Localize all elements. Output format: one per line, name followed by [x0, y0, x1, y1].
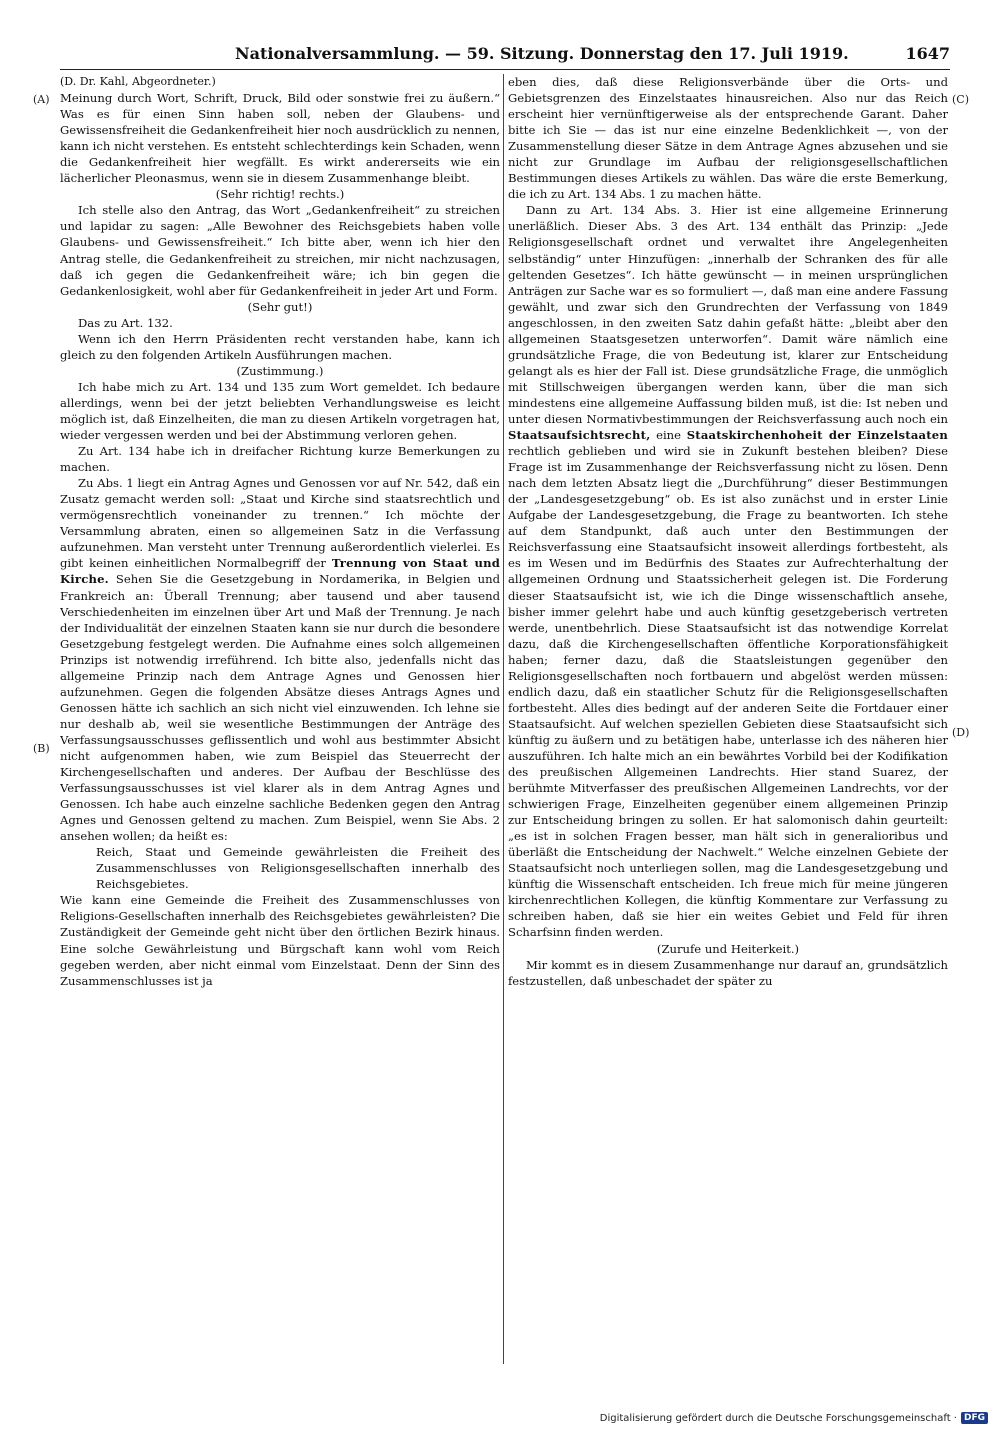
- header-rule: [60, 69, 950, 70]
- dfg-logo: DFG: [961, 1412, 988, 1424]
- paragraph: Zu Art. 134 habe ich in dreifacher Richtung kurze Bemerkungen zu machen.: [60, 444, 500, 475]
- paragraph: Wenn ich den Herrn Präsidenten recht verstanden habe, kann ich gleich zu den folgenden Artikeln Ausführungen machen.: [60, 331, 500, 362]
- page-header: [60, 40, 950, 66]
- left-column: [60, 74, 500, 1364]
- paragraph: Das zu Art. 132.: [78, 315, 173, 330]
- footer-text: Digitalisierung gefördert durch die Deutsche Forschungsgemeinschaft ·: [599, 1412, 957, 1424]
- margin-mark-c: (C): [952, 93, 969, 106]
- paragraph: eben dies, daß diese Religionsverbände über die Orts- und Gebietsgrenzen des Einzelstaates hinausreichen. Also nur das Reich erscheint hier vernünftigerweise als der entsprechende Garant. Daher bitte ich Sie — das ist nur eine einzelne Bedenklichkeit —, von der Zusammenstellung dieser Sätze in dem Antrage Agnes abzusehen und sie nicht zur Grundlage im Aufbau der religionsgesellschaftlichen Bestimmungen dieses Artikels zu wählen. Das wäre die erste Bemerkung, die ich zu Art. 134 Abs. 1 zu machen hätte.: [508, 75, 948, 202]
- header-title: Nationalversammlung. — 59. Sitzung. Donnerstag den 17. Juli 1919.: [235, 44, 849, 63]
- speaker-attribution: (D. Dr. Kahl, Abgeordneter.): [60, 75, 216, 88]
- paragraph: [60, 475, 500, 844]
- emphasis: Trennung von Staat und Kirche.: [60, 556, 500, 587]
- reaction: (Sehr richtig! rechts.): [215, 187, 345, 202]
- reaction: (Sehr gut!): [247, 299, 313, 314]
- paragraph: Meinung durch Wort, Schrift, Druck, Bild oder sonstwie frei zu äußern.“ Was es für einen Sinn haben soll, neben der Glaubens- und Gewissensfreiheit die Gedankenfreiheit hier noch ausdrücklich zu nennen, kann ich nicht verstehen. Es entsteht schlechterdings kein Schaden, wenn die Gedankenfreiheit hier wegfällt. Es wirkt andererseits wie ein lächerlicher Pleonasmus, wenn sie in diesem Zusammenhange bleibt.: [60, 91, 500, 186]
- margin-mark-b: (B): [33, 742, 50, 755]
- paragraph: Wie kann eine Gemeinde die Freiheit des Zusammenschlusses von Religions-Gesellschaften innerhalb des Reichsgebietes gewährleisten? Die Zuständigkeit der Gemeinde geht nicht über den örtlichen Bezirk hinaus. Eine solche Gewährleistung und Bürgschaft kann wohl vom Reich gegeben werden, aber nicht einmal vom Einzelstaat. Denn der Sinn des Zusammenschlusses ist ja: [60, 893, 500, 988]
- quotation: Reich, Staat und Gemeinde gewährleisten die Freiheit des Zusammenschlusses von Religionsgesellschaften innerhalb des Reichsgebietes.: [96, 845, 500, 892]
- emphasis: Staatskirchenhoheit der Einzelstaaten: [686, 428, 948, 443]
- reaction: (Zustimmung.): [236, 363, 324, 378]
- page-number: 1647: [905, 44, 950, 63]
- text-run: Sehen Sie die Gesetzgebung in Nordamerika, in Belgien und Frankreich an: Überall Trennung; aber tausend und aber tausend Verschiedenheiten im einzelnen über Art und Maß der Trennung. Je nach der Individualität der einzelnen Staaten kann sie nur durch die besondere Gesetzgebung festgelegt werden. Die Aufnahme eines solch allgemeinen Prinzips ist notwendig irreführend. Ich bitte also, jedenfalls nicht das allgemeine Prinzip nach dem Antrage Agnes und Genossen hier aufzunehmen. Gegen die folgenden Absätze dieses Antrags Agnes und Genossen hätte ich sachlich an sich nicht viel einzuwenden. Ich lehne sie nur deshalb ab, weil sie wesentliche Bestimmungen der Anträge des Verfassungsausschusses geflissentlich und wohl aus bestimmter Absicht nicht aufgenommen haben, wie zum Beispiel das Steuerrecht der Kirchengesellschaften und anderes. Der Aufbau der Beschlüsse des Verfassungsausschusses ist viel klarer als in dem Antrag Agnes und Genossen. Ich habe auch einzelne sachliche Bedenken gegen den Antrag Agnes und Genossen geltend zu machen. Zum Beispiel, wenn Sie Abs. 2 ansehen wollen; da heißt es:: [60, 572, 500, 844]
- text-run: Zu Abs. 1 liegt ein Antrag Agnes und Genossen vor auf Nr. 542, daß ein Zusatz gemacht werden soll: „Staat und Kirche sind staatsrechtlich und vermögensrechtlich voneinander zu trennen.“ Ich möchte der Versammlung abraten, einen so allgemeinen Satz in die Verfassung aufzunehmen. Man versteht unter Trennung außerordentlich vielerlei. Es gibt keinen einheitlichen Normalbegriff der: [60, 476, 500, 571]
- reaction: (Zurufe und Heiterkeit.): [656, 941, 800, 956]
- paragraph: Mir kommt es in diesem Zusammenhange nur darauf an, grundsätzlich festzustellen, daß unbeschadet der später zu: [508, 957, 948, 988]
- paragraph: Ich habe mich zu Art. 134 und 135 zum Wort gemeldet. Ich bedaure allerdings, wenn bei der jetzt beliebten Verhandlungsweise es leicht möglich ist, daß Einzelheiten, die man zu diesen Artikeln vorgetragen hat, wieder vergessen werden und bei der Abstimmung verloren gehen.: [60, 379, 500, 443]
- text-run: eine: [656, 428, 682, 443]
- paragraph: [508, 202, 948, 940]
- margin-mark-d: (D): [952, 726, 970, 739]
- paragraph: Ich stelle also den Antrag, das Wort „Gedankenfreiheit“ zu streichen und lapidar zu sagen: „Alle Bewohner des Reichsgebiets haben volle Glaubens- und Gewissensfreiheit.“ Ich bitte aber, wenn ich hier den Antrag stelle, die Gedankenfreiheit zu streichen, mir nicht nachzusagen, daß ich gegen die Gedankenfreiheit wäre; ich bin gegen die Gedankenlosigkeit, wohl aber für Gedankenfreiheit in jeder Art und Form.: [60, 203, 500, 298]
- margin-mark-a: (A): [33, 93, 50, 106]
- text-run: Dann zu Art. 134 Abs. 3. Hier ist eine allgemeine Erinnerung unerläßlich. Dieser Abs. 3 des Art. 134 enthält das Prinzip: „Jede Religionsgesellschaft ordnet und verwaltet ihre Angelegenheiten selbständig“ unter Hinzufügen: „innerhalb der Schranken des für alle geltenden Gesetzes“. Ich hätte gewünscht — in meinen ursprünglichen Anträgen zur Sache war es so formuliert —, daß man eine andere Fassung gewählt, und zwar sich den Grundrechten der Verfassung von 1849 angeschlossen, in den zweiten Satz dahin gefaßt hätte: „bleibt aber den allgemeinen Staatsgesetzen unterworfen“. Damit wäre nämlich eine grundsätzliche Frage, die von Bedeutung ist, klarer zur Entscheidung gelangt als es hier der Fall ist. Diese grundsätzliche Frage, die unmöglich mit Stillschweigen übergangen werden kann, über die man sich mindestens eine allgemeine Auffassung bilden muß, ist die: Ist neben und unter diesen Normativbestimmungen der Reichsverfassung auch noch ein: [508, 203, 948, 426]
- footer-credit: [600, 1412, 988, 1424]
- emphasis: Staatsaufsichtsrecht,: [508, 428, 651, 443]
- column-divider: [503, 74, 504, 1364]
- right-column: [508, 74, 948, 1364]
- text-run: rechtlich geblieben und wird sie in Zukunft bestehen bleiben? Diese Frage ist im Zusammenhange der Reichsverfassung nicht zu lösen. Denn nach dem letzten Absatz liegt die „Durchführung“ dieser Bestimmungen der „Landesgesetzgebung“ ob. Es ist also zunächst und in erster Linie Aufgabe der Landesgesetzgebung, die Frage zu beantworten. Ich stehe auf dem Standpunkt, daß auch unter den Bestimmungen der Reichsverfassung eine Staatsaufsicht insoweit allerdings fortbesteht, als es im Wesen und im Bedürfnis des Staates zur Aufrechterhaltung der allgemeinen Ordnung und Staatssicherheit gelegen ist. Die Forderung dieser Staatsaufsicht ist, wie ich die Dinge wissenschaftlich ansehe, bisher immer gelehrt habe und auch künftig gesetzgeberisch vertreten werde, unentbehrlich. Diese Staatsaufsicht ist das notwendige Korrelat dazu, daß die Kirchengesellschaften öffentliche Korporationsfähigkeit haben; ferner dazu, daß die Staatsleistungen gegenüber den Religionsgesellschaften noch fortbauern und abgelöst werden müssen: endlich dazu, daß ein staatlicher Schutz für die Religionsgesellschaften fortbesteht. Alles dies bedingt auf der anderen Seite die Fortdauer einer Staatsaufsicht. Auf welchen speziellen Gebieten diese Staatsaufsicht sich künftig zu äußern und zu betätigen habe, unterlasse ich des näheren hier auszuführen. Ich halte mich an ein bewährtes Vorbild bei der Kodifikation des preußischen Allgemeinen Landrechts. Hier stand Suarez, der berühmte Mitverfasser des preußischen Allgemeinen Landrechts, vor der schwierigen Frage, Einzelheiten gegenüber einem allgemeinen Prinzip zur Entscheidung bringen zu sollen. Er hat salomonisch dahin geurteilt: „es ist in solchen Fragen besser, man hält sich in generalioribus und überläßt die Entscheidung der Nachwelt.“ Welche einzelnen Gebiete der Staatsaufsicht noch unterliegen sollen, mag die Landesgesetzgebung und künftig die Wissenschaft entscheiden. Ich freue mich für meine jüngeren kirchenrechtlichen Kollegen, die künftig Kommentare zur Verfassung zu schreiben haben, daß sie hier ein weites Gebiet und Feld für ihren Scharfsinn finden werden.: [508, 444, 948, 940]
